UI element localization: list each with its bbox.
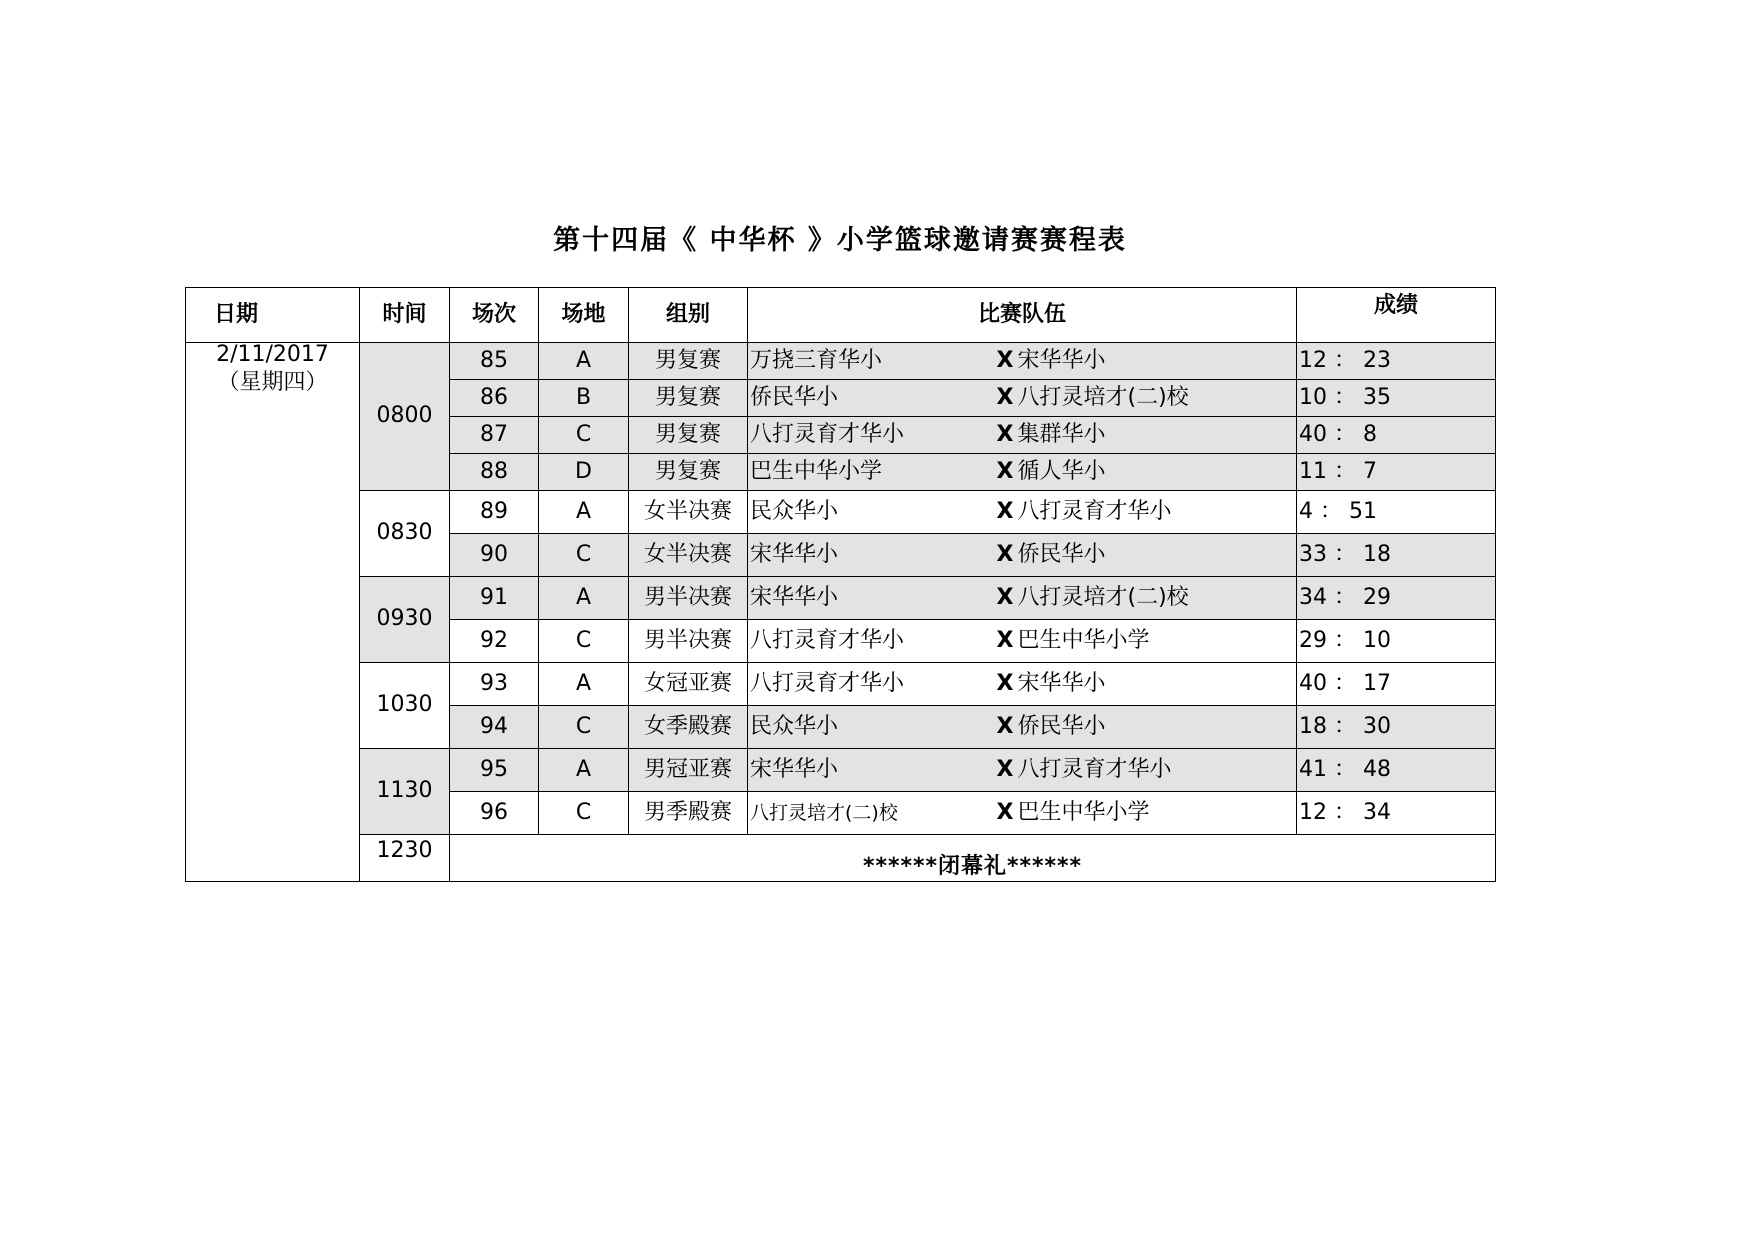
team-a: 宋华华小 <box>748 577 986 620</box>
match-group: 女季殿赛 <box>629 706 748 749</box>
score-b: 34 <box>1363 799 1392 825</box>
match-score <box>1297 577 1496 620</box>
match-number: 91 <box>450 577 539 620</box>
score-a: 4 <box>1299 498 1314 524</box>
match-venue: A <box>539 491 629 534</box>
header-date: 日期 <box>186 288 360 343</box>
team-b: 宋华华小 <box>1016 343 1297 380</box>
header-row <box>186 288 1496 343</box>
match-score <box>1297 343 1496 380</box>
match-number: 86 <box>450 380 539 417</box>
match-score <box>1297 380 1496 417</box>
match-venue: C <box>539 706 629 749</box>
match-venue: A <box>539 663 629 706</box>
match-number: 89 <box>450 491 539 534</box>
match-number: 93 <box>450 663 539 706</box>
versus-mark: X <box>986 663 1016 706</box>
score-b: 10 <box>1363 627 1392 653</box>
score-a: 12 <box>1299 347 1328 373</box>
match-venue: B <box>539 380 629 417</box>
match-number: 88 <box>450 454 539 491</box>
header-group: 组别 <box>629 288 748 343</box>
match-number: 94 <box>450 706 539 749</box>
score-separator: ： <box>1334 713 1357 739</box>
team-a: 宋华华小 <box>748 534 986 577</box>
match-venue: A <box>539 749 629 792</box>
score-b: 51 <box>1349 498 1378 524</box>
score-b: 18 <box>1363 541 1392 567</box>
team-b: 巴生中华小学 <box>1016 620 1297 663</box>
match-score <box>1297 706 1496 749</box>
versus-mark: X <box>986 577 1016 620</box>
match-row <box>186 491 1496 534</box>
match-venue: C <box>539 620 629 663</box>
team-a: 民众华小 <box>748 706 986 749</box>
team-a: 宋华华小 <box>748 749 986 792</box>
match-score <box>1297 534 1496 577</box>
score-a: 12 <box>1299 799 1328 825</box>
match-number: 85 <box>450 343 539 380</box>
score-a: 10 <box>1299 384 1328 410</box>
score-separator: ： <box>1334 756 1357 782</box>
score-b: 48 <box>1363 756 1392 782</box>
versus-mark: X <box>986 454 1016 491</box>
match-score <box>1297 454 1496 491</box>
match-row <box>186 663 1496 706</box>
match-number: 95 <box>450 749 539 792</box>
header-venue: 场地 <box>539 288 629 343</box>
versus-mark: X <box>986 343 1016 380</box>
time-slot: 0830 <box>360 491 450 577</box>
versus-mark: X <box>986 792 1016 835</box>
time-slot: 0800 <box>360 343 450 491</box>
team-a: 八打灵育才华小 <box>748 620 986 663</box>
team-b: 宋华华小 <box>1016 663 1297 706</box>
closing-ceremony: ******闭幕礼****** <box>450 835 1496 882</box>
score-separator: ： <box>1334 799 1357 825</box>
match-group: 男复赛 <box>629 417 748 454</box>
match-group: 男半决赛 <box>629 620 748 663</box>
header-time: 时间 <box>360 288 450 343</box>
page-title: 第十四届《 中华杯 》小学篮球邀请赛赛程表 <box>553 225 1127 256</box>
team-a: 侨民华小 <box>748 380 986 417</box>
date-cell <box>186 343 360 882</box>
match-row <box>186 577 1496 620</box>
versus-mark: X <box>986 380 1016 417</box>
match-score <box>1297 749 1496 792</box>
match-venue: A <box>539 343 629 380</box>
match-venue: C <box>539 792 629 835</box>
score-b: 35 <box>1363 384 1392 410</box>
match-group: 男复赛 <box>629 343 748 380</box>
closing-row <box>186 835 1496 882</box>
score-separator: ： <box>1334 670 1357 696</box>
match-venue: C <box>539 534 629 577</box>
score-separator: ： <box>1334 458 1357 484</box>
score-a: 40 <box>1299 421 1328 447</box>
score-a: 33 <box>1299 541 1328 567</box>
versus-mark: X <box>986 749 1016 792</box>
match-score <box>1297 491 1496 534</box>
match-number: 87 <box>450 417 539 454</box>
score-a: 18 <box>1299 713 1328 739</box>
match-score <box>1297 417 1496 454</box>
schedule-table <box>185 287 1496 882</box>
header-teams: 比赛队伍 <box>748 288 1297 343</box>
score-separator: ： <box>1334 541 1357 567</box>
team-b: 八打灵育才华小 <box>1016 749 1297 792</box>
match-group: 女半决赛 <box>629 534 748 577</box>
score-a: 41 <box>1299 756 1328 782</box>
match-group: 男冠亚赛 <box>629 749 748 792</box>
score-b: 29 <box>1363 584 1392 610</box>
match-group: 男复赛 <box>629 454 748 491</box>
match-venue: C <box>539 417 629 454</box>
team-a: 民众华小 <box>748 491 986 534</box>
match-number: 92 <box>450 620 539 663</box>
match-row <box>186 749 1496 792</box>
time-slot: 0930 <box>360 577 450 663</box>
score-b: 23 <box>1363 347 1392 373</box>
match-weekday: （星期四） <box>217 370 328 396</box>
score-separator: ： <box>1320 498 1343 524</box>
team-a: 八打灵育才华小 <box>748 663 986 706</box>
team-b: 集群华小 <box>1016 417 1297 454</box>
header-score: 成绩 <box>1297 288 1496 343</box>
match-score <box>1297 792 1496 835</box>
score-separator: ： <box>1334 584 1357 610</box>
versus-mark: X <box>986 620 1016 663</box>
match-number: 90 <box>450 534 539 577</box>
match-date: 2/11/2017 <box>216 342 329 367</box>
team-b: 循人华小 <box>1016 454 1297 491</box>
team-b: 八打灵培才(二)校 <box>1016 380 1297 417</box>
time-slot: 1130 <box>360 749 450 835</box>
team-b: 侨民华小 <box>1016 706 1297 749</box>
match-score <box>1297 663 1496 706</box>
versus-mark: X <box>986 491 1016 534</box>
team-b: 巴生中华小学 <box>1016 792 1297 835</box>
time-slot: 1230 <box>360 835 450 882</box>
score-b: 17 <box>1363 670 1392 696</box>
team-a: 八打灵培才(二)校 <box>748 792 986 835</box>
versus-mark: X <box>986 534 1016 577</box>
score-b: 7 <box>1363 458 1378 484</box>
match-number: 96 <box>450 792 539 835</box>
score-a: 11 <box>1299 458 1328 484</box>
match-venue: A <box>539 577 629 620</box>
score-separator: ： <box>1334 421 1357 447</box>
score-a: 34 <box>1299 584 1328 610</box>
match-group: 男季殿赛 <box>629 792 748 835</box>
score-separator: ： <box>1334 627 1357 653</box>
match-group: 女半决赛 <box>629 491 748 534</box>
team-b: 侨民华小 <box>1016 534 1297 577</box>
team-b: 八打灵育才华小 <box>1016 491 1297 534</box>
score-b: 8 <box>1363 421 1378 447</box>
team-a: 巴生中华小学 <box>748 454 986 491</box>
header-match-no: 场次 <box>450 288 539 343</box>
score-a: 40 <box>1299 670 1328 696</box>
match-row <box>186 343 1496 380</box>
score-b: 30 <box>1363 713 1392 739</box>
team-b: 八打灵培才(二)校 <box>1016 577 1297 620</box>
score-separator: ： <box>1334 384 1357 410</box>
match-venue: D <box>539 454 629 491</box>
versus-mark: X <box>986 706 1016 749</box>
team-a: 万挠三育华小 <box>748 343 986 380</box>
match-group: 男半决赛 <box>629 577 748 620</box>
versus-mark: X <box>986 417 1016 454</box>
match-group: 女冠亚赛 <box>629 663 748 706</box>
score-a: 29 <box>1299 627 1328 653</box>
score-separator: ： <box>1334 347 1357 373</box>
team-a: 八打灵育才华小 <box>748 417 986 454</box>
match-score <box>1297 620 1496 663</box>
match-group: 男复赛 <box>629 380 748 417</box>
time-slot: 1030 <box>360 663 450 749</box>
